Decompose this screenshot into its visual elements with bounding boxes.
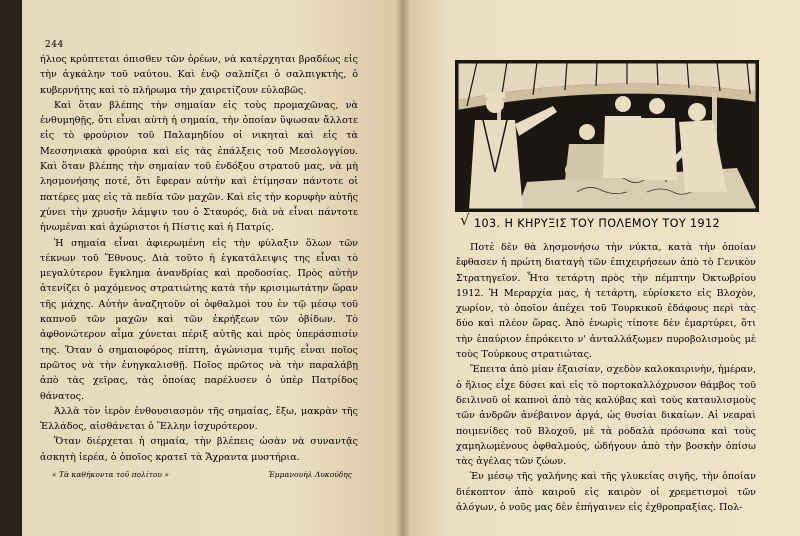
paragraph: Ἐν μέσῳ τῆς γαλήνης καὶ τῆς γλυκείας σιγῆς, τὴν ὁποίαν διέκοπτον ἀπὸ καιροῦ εἰς καιρὸν οἱ χρεμετισμοὶ τῶν ἀλόγων, ὁ νοῦς μας δὲν ἐπήγαινεν εἰς ἐχθροπραξίας. Πολ- bbox=[456, 471, 756, 514]
check-mark: √ bbox=[460, 211, 470, 229]
page-number: 244 bbox=[45, 40, 64, 50]
book-gutter bbox=[396, 0, 410, 536]
illustration-drawing bbox=[457, 62, 757, 210]
chapter-title: 103. Η ΚΗΡΥΞΙΣ ΤΟΥ ΠΟΛΕΜΟΥ ΤΟΥ 1912 bbox=[474, 217, 721, 230]
citation-title: « Τὰ καθήκοντα τοῦ πολίτου » bbox=[52, 470, 169, 479]
left-page-body bbox=[40, 52, 358, 465]
right-page-body bbox=[456, 240, 756, 515]
paragraph: Ἡ σημαία εἶναι ἀφιερωμένη εἰς τὴν φύλαξιν ὅλων τῶν τέκνων τοῦ Ἔθνους. Διὰ τοῦτο ἡ ἐγκατάλειψις της εἶναι τὸ μεγαλύτερον ἔγκλημα ἀνανδρίας καὶ προδοσίας. Πρὸς αὐτὴν ἀτενίζει ὁ μαχόμενος στρατιώτης κατὰ τὴν κρισιμωτάτην ὥραν τῆς μάχης. Αὐτὴν ἀναζητοῦν οἱ ὀφθαλμοὶ του ἐν τῷ μέσῳ τοῦ καπνοῦ τῶν μαχῶν καὶ τῶν ἐκρήξεων τῶν ὀβίδων. Τὸ ἀφθονώτερον αἷμα χύνεται πέριξ αὐτῆς καὶ πρὸς ὑπεράσπισίν της. Ὅταν ὁ σημαιοφόρος πίπτη, ἀγώνισμα τιμῆς εἶναι ποῖος πρῶτος νὰ τὴν ἐνηγκαλισθῇ. Ποῖος πρῶτος νὰ τὴν παραλάβῃ ἀπὸ τὰς χεῖρας, τὰς ὁποίας παρέλυσεν ὁ ὑπὲρ Πατρίδος θάνατος. bbox=[40, 237, 358, 402]
paragraph: Ἀλλὰ τὸν ἱερὸν ἐνθουσιασμὸν τῆς σημαίας, ἔξω, μακρὰν τῆς Ἑλλάδος, αἰσθάνεται ὁ Ἕλλην ἰσχυρότερον. bbox=[40, 405, 358, 433]
officers-at-map-table-illustration bbox=[455, 60, 759, 212]
paragraph: Καὶ ὅταν βλέπης τὴν σημαίαν εἰς τοὺς προμαχῶνας, νὰ ἐνθυμηθῇς, ὅτι εἶναι αὐτὴ ἡ σημαία, τὴν ὁποίαν ὕψωσαν ἄλλοτε εἰς τὸ φρούριον τοῦ Παλαμηδίου οἱ νικηταὶ καὶ εἰς τὰ Μεσσηνιακὰ φρούρια καὶ εἰς τὰς ἐπάλξεις τοῦ Μεσολογγίου. Καὶ ὅταν βλέπης τὴν σημαίαν τοῦ ἐνδόξου στρατοῦ μας, νὰ μὴ λησμονήσης ποτέ, ὅτι ἔφεραν αὐτὴν καὶ ἐτίμησαν πάντοτε οἱ πατέρες μας εἰς τὰ πεδία τῶν μαχῶν. Καὶ εἰς τὴν κορυφὴν αὐτῆς χύνει τὴν χρυσῆν λάμψιν του ὁ Σταυρός, διὰ νὰ εἶναι πάντοτε ἡνωμέναι καὶ ἀχώριστοι ἡ Πίστις καὶ ἡ Πατρίς. bbox=[40, 99, 358, 234]
paragraph: Ποτὲ δὲν θὰ λησμονήσω τὴν νύκτα, κατὰ τὴν ὁποίαν ἔφθασεν ἡ πρώτη διαταγὴ τῶν ἐπιχειρήσεων ἀπὸ τὸ Γενικὸν Στρατηγεῖον. Ἦτο τετάρτη πρὸς τὴν πέμπτην Ὀκτωβρίου 1912. Ἡ Μεραρχία μας, ἡ τετάρτη, εὑρίσκετο εἰς Βλοχὸν, χωρίον, τὸ ὁποῖον ἀπέχει τοῦ Τουρκικοῦ ἐδάφους περὶ τὰς δύο καὶ πλέον ὥρας. Ἀπὸ ἐνωρὶς τίποτε δὲν ἐμαρτύρει, ὅτι τὴν ἐπαύριον ἐπρόκειτο ν' ἀνταλλάξωμεν πυροβολισμοὺς μὲ τοὺς Τούρκους στρατιώτας. bbox=[456, 242, 756, 361]
source-citation bbox=[52, 470, 352, 479]
paragraph: ήλιος κρύπτεται όπισθεν τῶν ὀρέων, νὰ κατέρχηται βραδέως εἰς τὴν ἀγκάλην τοῦ ναύτου. Καὶ ἐνῷ σαλπίζει ὁ σαλπιγκτής, ὁ κυβερνήτης καὶ τὸ πλήρωμα τὴν χαιρετίζουν εὐλαβῶς. bbox=[40, 54, 358, 96]
paragraph: Ὅταν διέρχεται ἡ σημαία, τὴν βλέπεις ὡσὰν νὰ συναντᾷς ἀσκητὴ ἱερέα, ὁ ὁποῖος κρατεῖ τὰ Ἄχραντα μυστήρια. bbox=[40, 436, 358, 463]
paragraph: Ἔπειτα ἀπὸ μίαν ἐξαισίαν, σχεδὸν καλοκαιρινὴν, ἡμέραν, ὁ ἥλιος εἶχε δύσει καὶ εἰς τὸ πορτοκαλλόχρυσον θάμβος τοῦ δειλινοῦ οἱ καπνοὶ ἀπὸ τὰς καλύβας καὶ τοὺς καταυλισμοὺς τῶν ἀνδρῶν ἀνέβαινον ἀργά, ὡς θυσίαι δικαίων. Αἱ νεαραὶ ποιμενίδες τοῦ Βλοχοῦ, μὲ τὰ ροδαλὰ πρόσωπα καὶ τοὺς χαμηλωμένους ὀφθαλμούς, ὡδήγουν ἀπὸ τὴν βοσκὴν ὀπίσω τὰς ἀγέλας τῶν ζώων. bbox=[456, 364, 756, 468]
citation-author: Ἐμμανουὴλ Λυκούδης bbox=[268, 470, 352, 479]
